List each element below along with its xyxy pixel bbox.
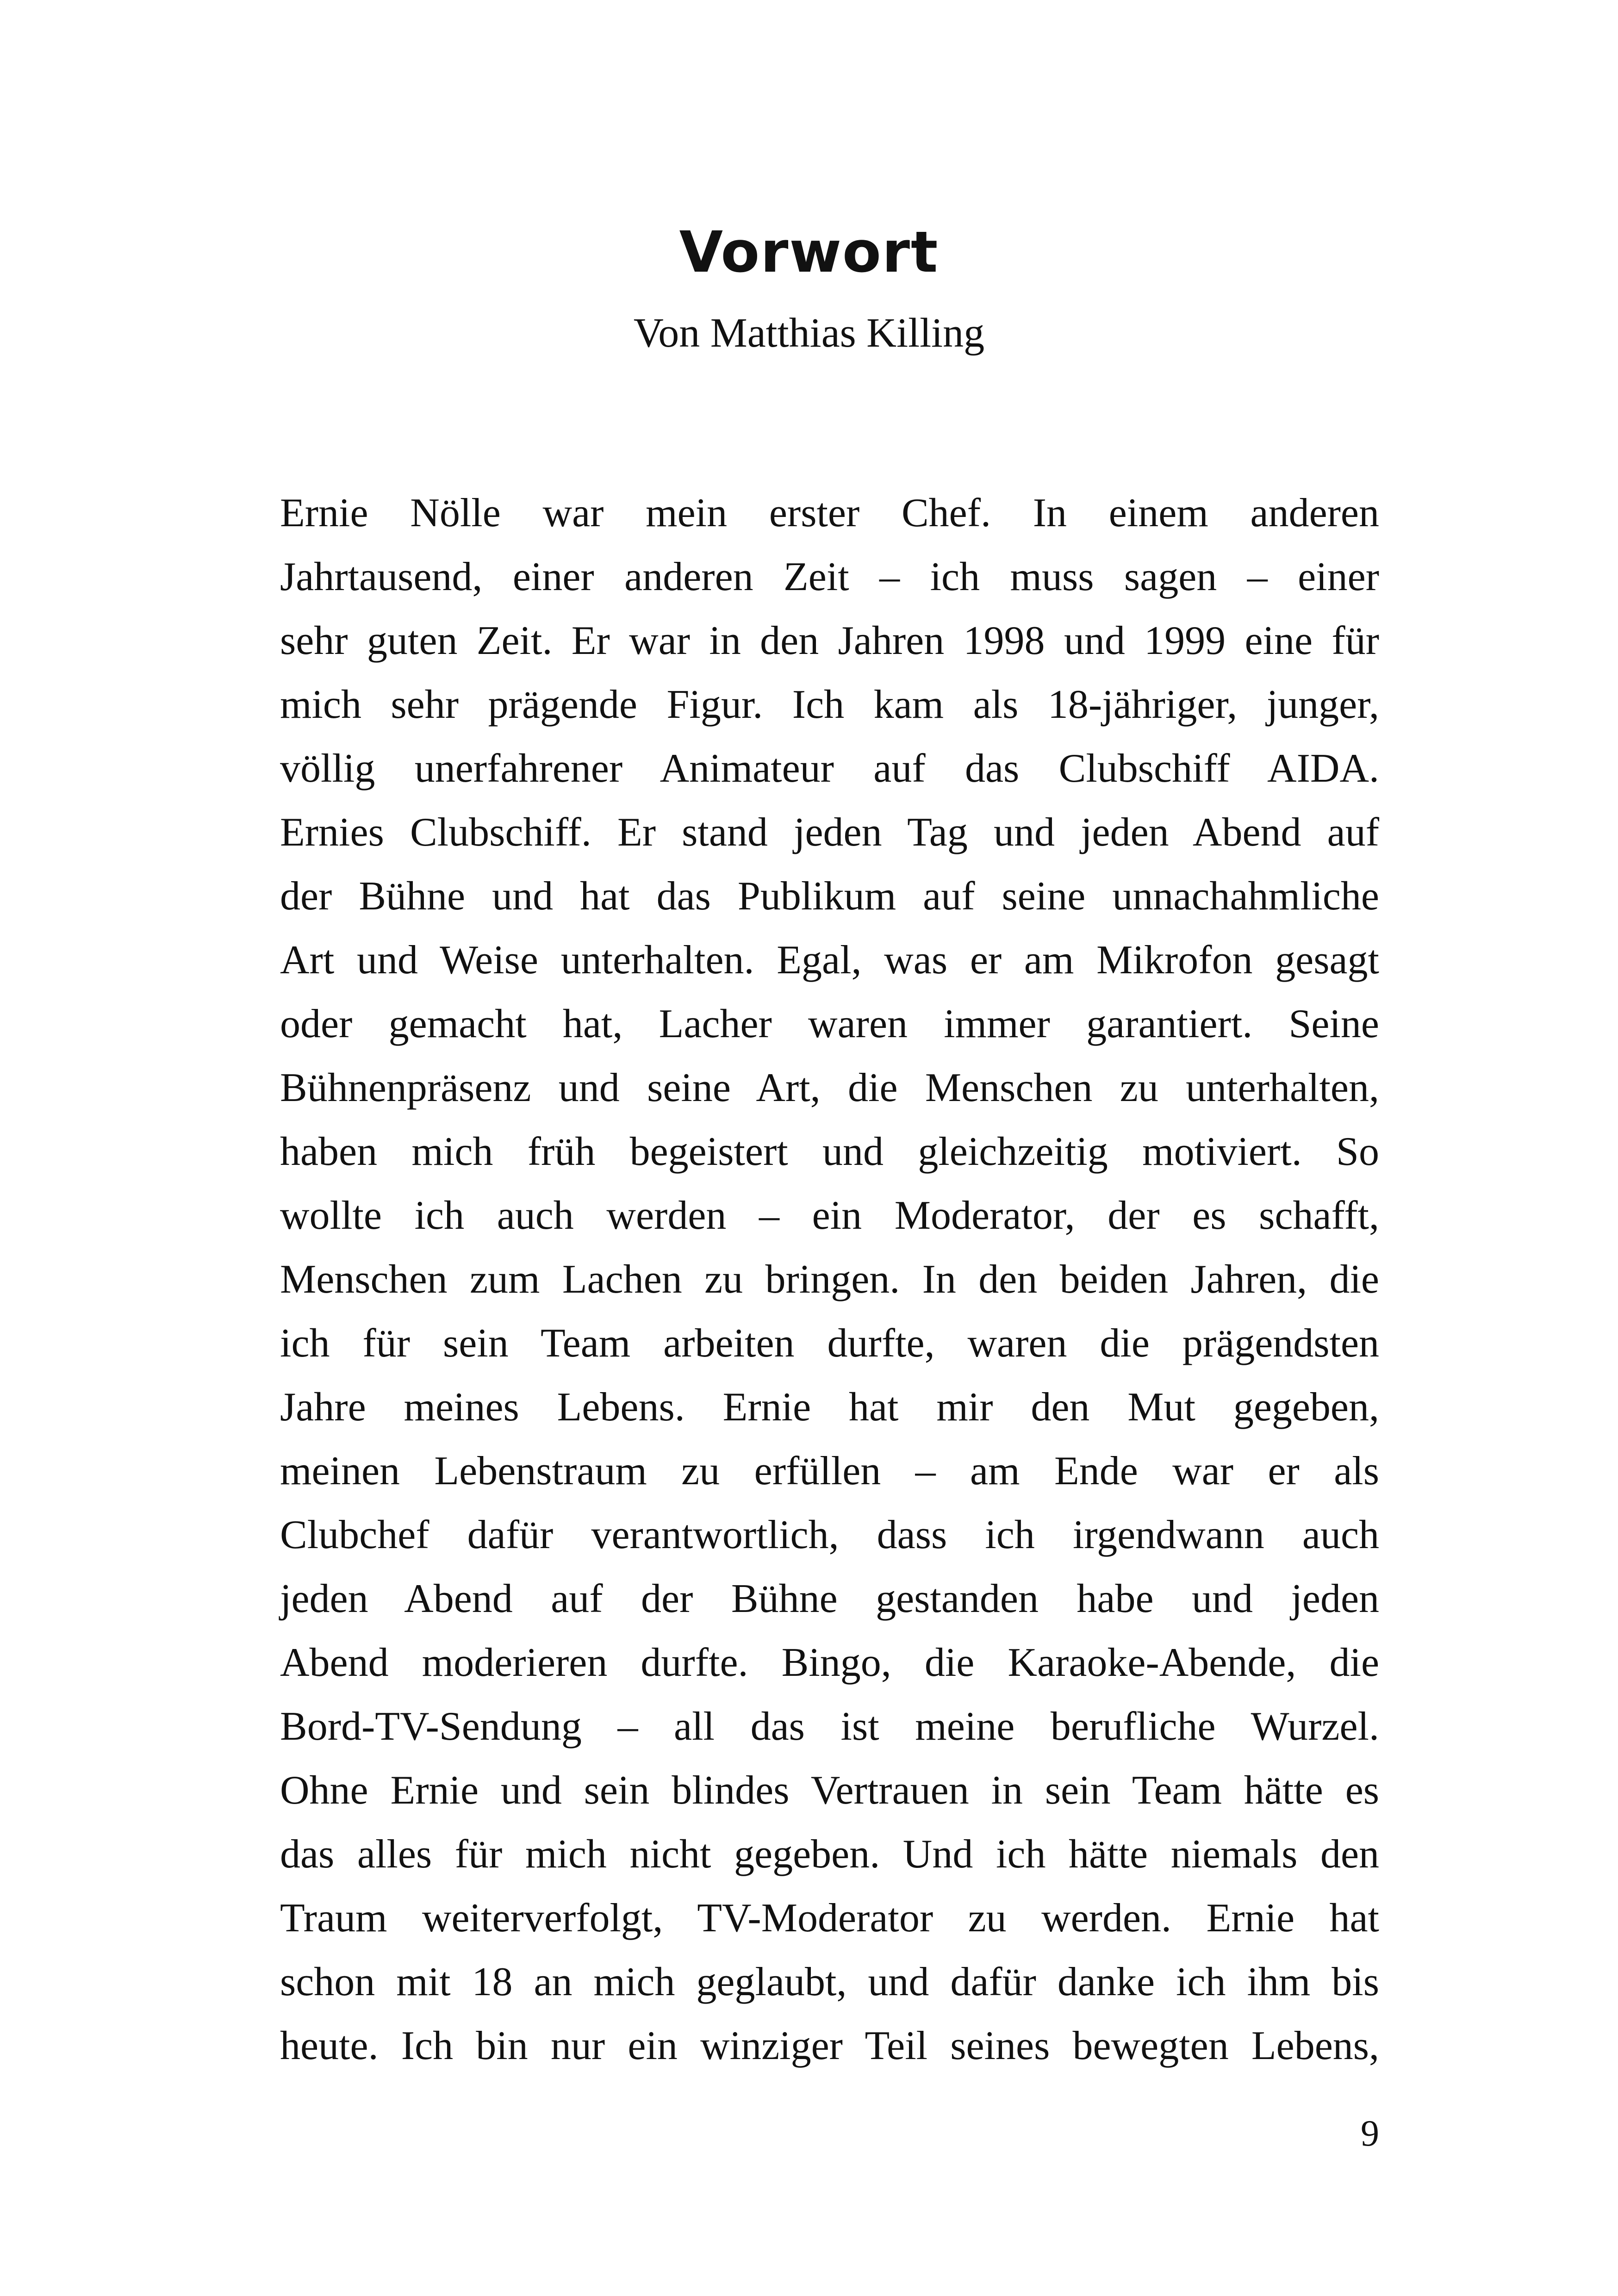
- text-line: Abend moderieren durfte. Bingo, die Karaoke-Abende, die: [280, 1640, 1379, 1685]
- text-line: sehr guten Zeit. Er war in den Jahren 1998 und 1999 eine für: [280, 618, 1379, 663]
- text-line: völlig unerfahrener Animateur auf das Clubschiff AIDA.: [280, 746, 1379, 791]
- text-line: heute. Ich bin nur ein winziger Teil seines bewegten Lebens,: [280, 2023, 1379, 2068]
- chapter-title: Vorwort: [679, 219, 939, 285]
- text-line: Ernie Nölle war mein erster Chef. In einem anderen: [280, 491, 1379, 535]
- text-line: mich sehr prägende Figur. Ich kam als 18-jähriger, junger,: [280, 682, 1379, 727]
- text-line: Clubchef dafür verantwortlich, dass ich irgendwann auch: [280, 1512, 1379, 1557]
- text-line: Ohne Ernie und sein blindes Vertrauen in sein Team hätte es: [280, 1768, 1379, 1813]
- text-line: Bord-TV-Sendung – all das ist meine berufliche Wurzel.: [280, 1704, 1379, 1749]
- text-line: Menschen zum Lachen zu bringen. In den beiden Jahren, die: [280, 1257, 1379, 1302]
- text-line: wollte ich auch werden – ein Moderator, der es schafft,: [280, 1193, 1379, 1238]
- text-line: Art und Weise unterhalten. Egal, was er am Mikrofon gesagt: [280, 938, 1379, 983]
- text-line: meinen Lebenstraum zu erfüllen – am Ende war er als: [280, 1449, 1379, 1493]
- text-line: das alles für mich nicht gegeben. Und ich hätte niemals den: [280, 1832, 1379, 1877]
- text-line: schon mit 18 an mich geglaubt, und dafür danke ich ihm bis: [280, 1960, 1379, 2004]
- page-number: 9: [1361, 2113, 1379, 2154]
- text-line: Traum weiterverfolgt, TV-Moderator zu werden. Ernie hat: [280, 1896, 1379, 1941]
- text-line: der Bühne und hat das Publikum auf seine unnachahmliche: [280, 874, 1379, 919]
- text-line: Jahrtausend, einer anderen Zeit – ich muss sagen – einer: [280, 554, 1379, 599]
- text-line: haben mich früh begeistert und gleichzeitig motiviert. So: [280, 1129, 1379, 1174]
- text-line: jeden Abend auf der Bühne gestanden habe und jeden: [280, 1576, 1379, 1621]
- body-text: [280, 481, 1379, 2078]
- text-line: oder gemacht hat, Lacher waren immer garantiert. Seine: [280, 1002, 1379, 1046]
- text-line: Bühnenpräsenz und seine Art, die Menschen zu unterhalten,: [280, 1065, 1379, 1110]
- text-line: Ernies Clubschiff. Er stand jeden Tag und jeden Abend auf: [280, 810, 1379, 855]
- text-line: ich für sein Team arbeiten durfte, waren die prägendsten: [280, 1321, 1379, 1366]
- chapter-subtitle: Von Matthias Killing: [633, 310, 985, 356]
- text-line: Jahre meines Lebens. Ernie hat mir den Mut gegeben,: [280, 1385, 1379, 1430]
